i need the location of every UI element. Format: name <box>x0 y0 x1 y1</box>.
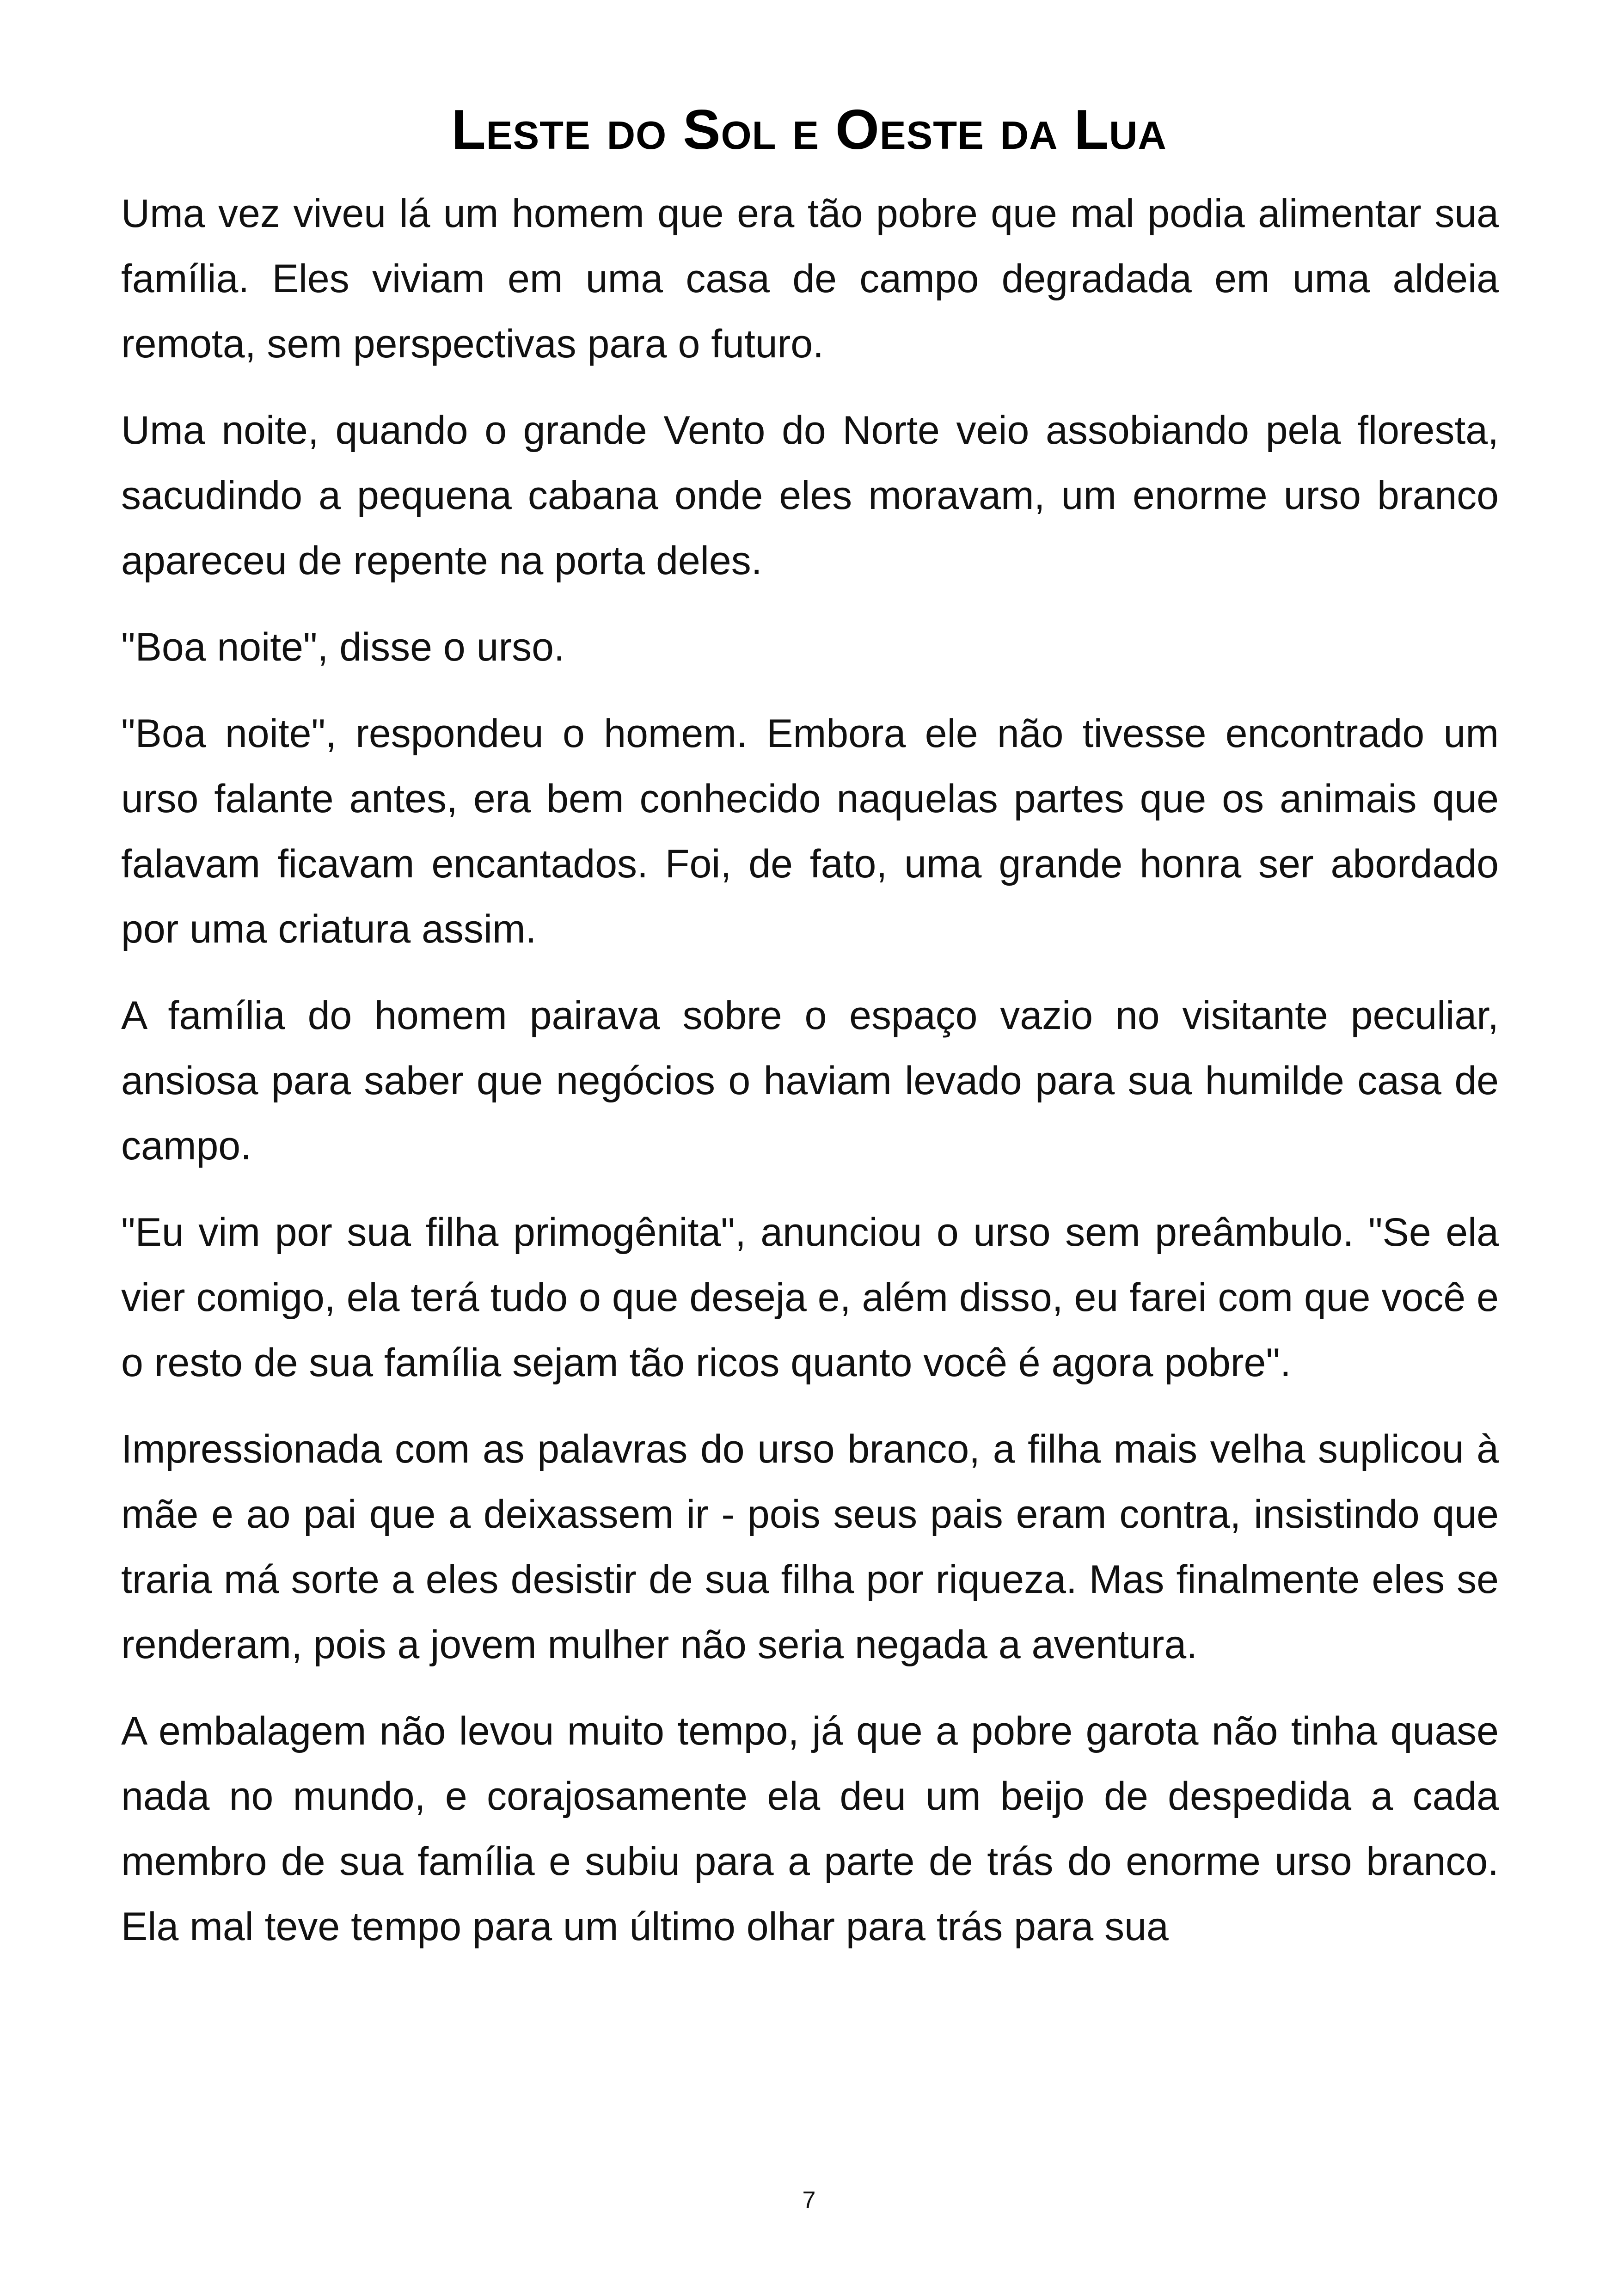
paragraph-6: "Eu vim por sua filha primogênita", anunciou o urso sem preâmbulo. "Se ela vier comigo, ela terá tudo o que deseja e, além disso, eu farei com que você e o resto de sua família sejam tão ricos quanto você é agora pobre". <box>121 1210 1499 1385</box>
page-number: 7 <box>802 2187 816 2214</box>
paragraph-7: Impressionada com as palavras do urso branco, a filha mais velha suplicou à mãe e ao pai que a deixassem ir - pois seus pais eram contra, insistindo que traria má sorte a eles desistir de sua filha por riqueza. Mas finalmente eles se renderam, pois a jovem mulher não seria negada a aventura. <box>121 1427 1499 1667</box>
paragraph-5: A família do homem pairava sobre o espaço vazio no visitante peculiar, ansiosa para saber que negócios o haviam levado para sua humilde casa de campo. <box>121 993 1499 1168</box>
story-body <box>121 181 1499 1981</box>
paragraph-8: A embalagem não levou muito tempo, já que a pobre garota não tinha quase nada no mundo, e corajosamente ela deu um beijo de despedida a cada membro de sua família e subiu para a parte de trás do enorme urso branco. Ela mal teve tempo para um último olhar para trás para sua <box>121 1709 1499 1949</box>
paragraph-1: Uma vez viveu lá um homem que era tão pobre que mal podia alimentar sua família. Eles viviam em uma casa de campo degradada em uma aldeia remota, sem perspectivas para o futuro. <box>121 191 1499 366</box>
page-title: Leste do Sol e Oeste da Lua <box>451 98 1167 161</box>
paragraph-3: "Boa noite", disse o urso. <box>121 625 565 669</box>
paragraph-4: "Boa noite", respondeu o homem. Embora ele não tivesse encontrado um urso falante antes, era bem conhecido naquelas partes que os animais que falavam ficavam encantados. Foi, de fato, uma grande honra ser abordado por uma criatura assim. <box>121 711 1499 951</box>
paragraph-2: Uma noite, quando o grande Vento do Norte veio assobiando pela floresta, sacudindo a pequena cabana onde eles moravam, um enorme urso branco apareceu de repente na porta deles. <box>121 408 1499 583</box>
